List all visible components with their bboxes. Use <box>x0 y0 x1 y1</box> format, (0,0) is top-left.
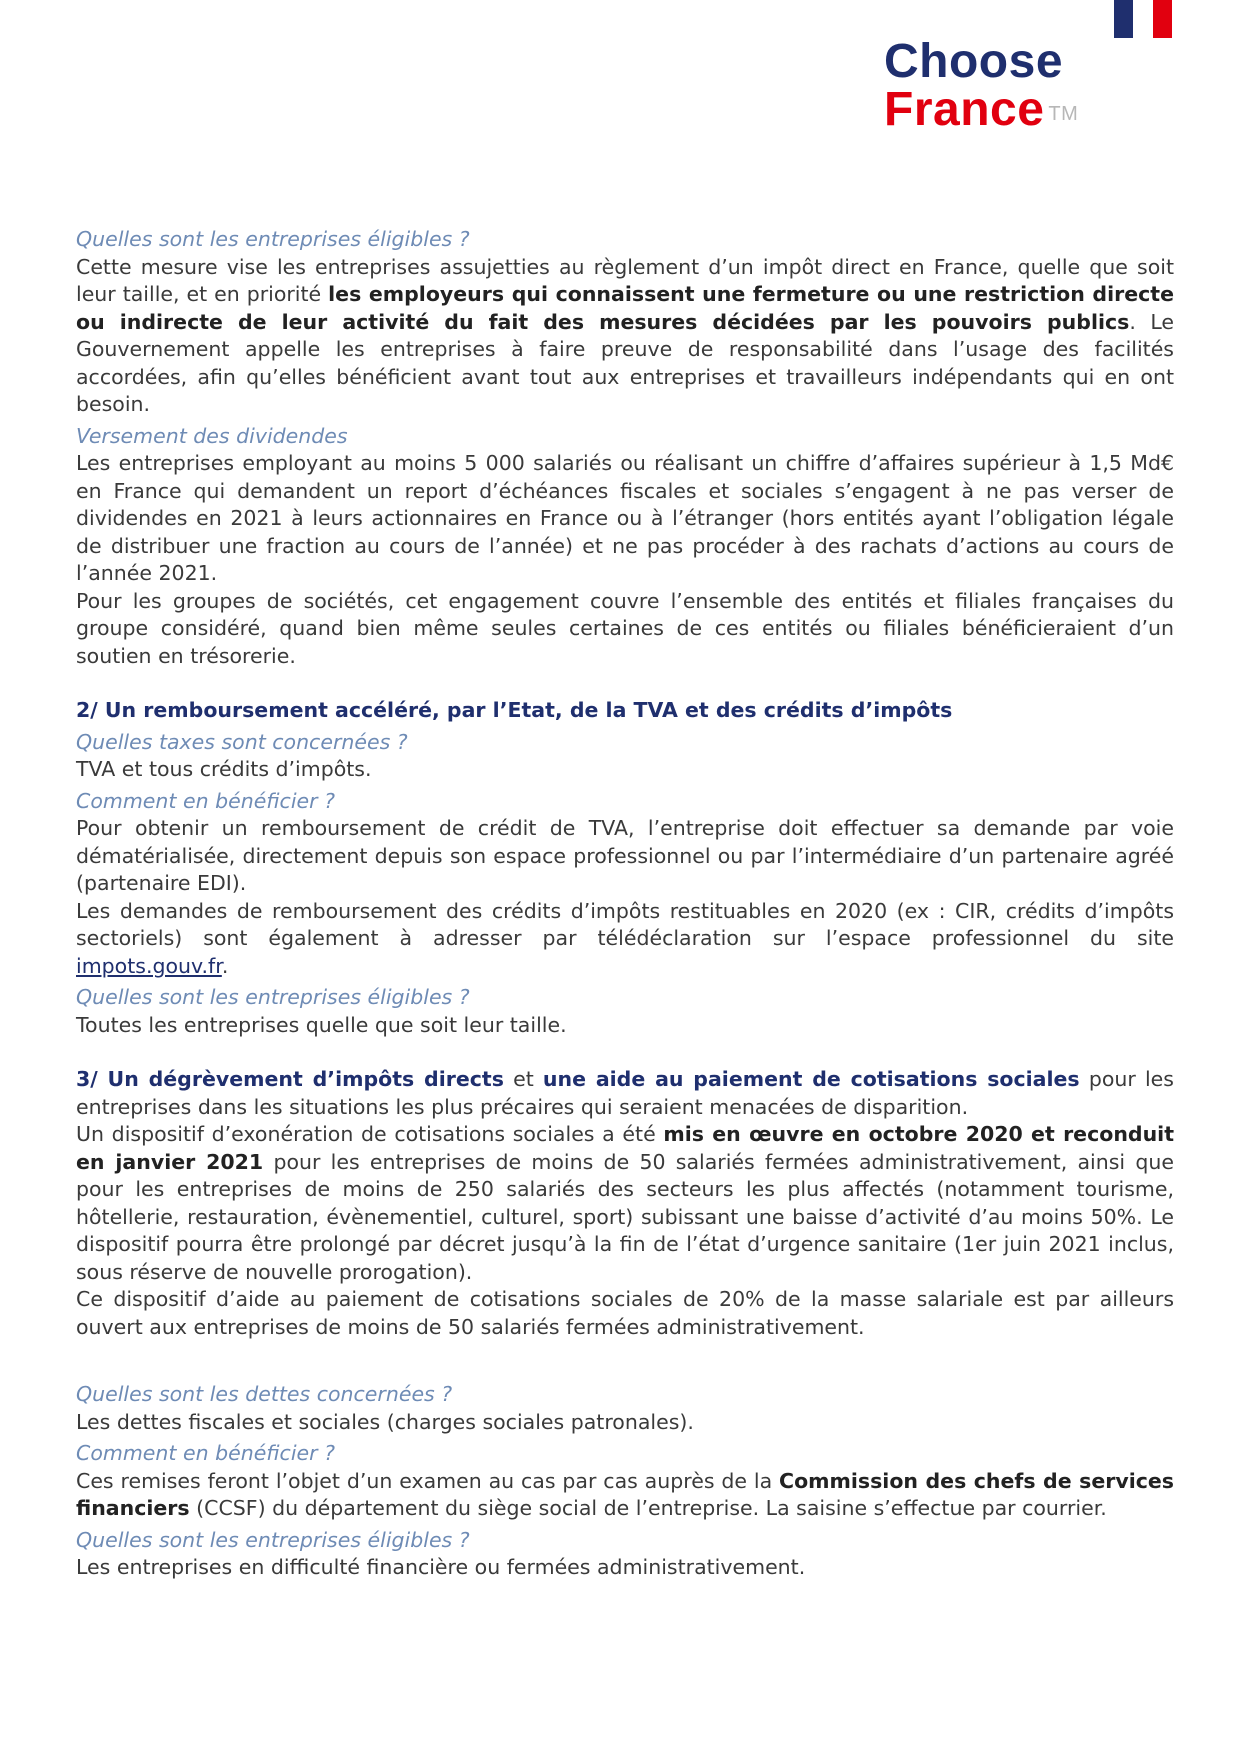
paragraph-ccsf: Ces remises feront l’objet d’un examen au cas par cas auprès de la Commission des chefs de services financiers (CCSF) du département du siège social de l’entreprise. La saisine s’effectue par courrier. <box>76 1468 1174 1520</box>
question-comment-3: Comment en bénéficier ? <box>76 1441 335 1465</box>
french-flag-icon <box>1114 0 1172 38</box>
question-eligible-1: Quelles sont les entreprises éligibles ? <box>76 227 470 251</box>
section-2-heading: 2/ Un remboursement accéléré, par l’Etat, de la TVA et des crédits d’impôts <box>76 698 953 722</box>
answer-eligible-2: Toutes les entreprises quelle que soit leur taille. <box>76 1012 567 1037</box>
choose-france-logo <box>884 35 1079 136</box>
section-3-heading: 3/ Un dégrèvement d’impôts directs et une aide au paiement de cotisations sociales pour les entreprises dans les situations les plus précaires qui seraient menacées de disparition. <box>76 1067 1174 1119</box>
paragraph-exoneration: Un dispositif d’exonération de cotisations sociales a été mis en œuvre en octobre 2020 et reconduit en janvier 2021 pour les entreprises de moins de 50 salariés fermées administrativement, ainsi que pour les entreprises de moins de 250 salariés des secteurs les plus affectés (notamment tourisme, hôtellerie, restauration, évènementiel, culturel, sport) subissant une baisse d’activité d’au moins 50%. Le dispositif pourra être prolongé par décret jusqu’à la fin de l’état d’urgence sanitaire (1er juin 2021 inclus, sous réserve de nouvelle prorogation). <box>76 1122 1175 1284</box>
question-eligible-3: Quelles sont les entreprises éligibles ? <box>76 1527 470 1552</box>
paragraph-tva: Pour obtenir un remboursement de crédit de TVA, l’entreprise doit effectuer sa demande par voie dématérialisée, directement depuis son espace professionnel ou par l’intermédiaire d’un partenaire agréé (partenaire EDI). <box>76 816 1174 895</box>
question-comment-2: Comment en bénéficier ? <box>76 788 335 813</box>
document-body <box>76 226 1174 1582</box>
logo-trademark: TM <box>1048 103 1079 125</box>
question-taxes: Quelles taxes sont concernées ? <box>76 729 408 754</box>
logo-line-2: France ™ <box>884 83 1079 136</box>
logo-line-1: Choose <box>884 35 1064 88</box>
impots-link[interactable]: impots.gouv.fr <box>76 953 222 978</box>
answer-taxes: TVA et tous crédits d’impôts. <box>76 757 372 781</box>
question-dettes: Quelles sont les dettes concernées ? <box>76 1382 453 1406</box>
paragraph-eligible-1: Cette mesure vise les entreprises assujetties au règlement d’un impôt direct en France, quelle que soit leur taille, et en priorité les employeurs qui connaissent une fermeture ou une restriction directe ou indirecte de leur activité du fait des mesures décidées par les pouvoirs publics. Le Gouvernement appelle les entreprises à faire preuve de responsabilité dans l’usage des facilités accordées, afin qu’elles bénéficient avant tout aux entreprises et travailleurs indépendants qui en ont besoin. <box>76 254 1174 416</box>
paragraph-aide: Ce dispositif d’aide au paiement de cotisations sociales de 20% de la masse salariale est par ailleurs ouvert aux entreprises de moins de 50 salariés fermées administrativement. <box>76 1287 1174 1339</box>
paragraph-dividendes-1: Les entreprises employant au moins 5 000 salariés ou réalisant un chiffre d’affaires supérieur à 1,5 Md€ en France qui demandent un report d’échéances fiscales et sociales s’engagent à ne pas verser de dividendes en 2021 à leurs actionnaires en France ou à l’étranger (hors entités ayant l’obligation légale de distribuer une fraction au cours de l’année) et ne pas procéder à des rachats d’actions au cours de l’année 2021. <box>76 451 1174 585</box>
question-dividendes: Versement des dividendes <box>76 423 348 448</box>
paragraph-dividendes-2: Pour les groupes de sociétés, cet engagement couvre l’ensemble des entités et filiales françaises du groupe considéré, quand bien même seules certaines de ces entités ou filiales bénéficieraient d’un soutien en trésorerie. <box>76 588 1174 668</box>
paragraph-credits: Les demandes de remboursement des crédits d’impôts restituables en 2020 (ex : CIR, crédits d’impôts sectoriels) sont également à adresser par télédéclaration sur l’espace professionnel du site impots.gouv.fr. <box>76 898 1174 978</box>
question-eligible-2: Quelles sont les entreprises éligibles ? <box>76 985 470 1009</box>
answer-dettes: Les dettes fiscales et sociales (charges sociales patronales). <box>76 1409 694 1434</box>
answer-eligible-3: Les entreprises en difficulté financière ou fermées administrativement. <box>76 1555 806 1579</box>
